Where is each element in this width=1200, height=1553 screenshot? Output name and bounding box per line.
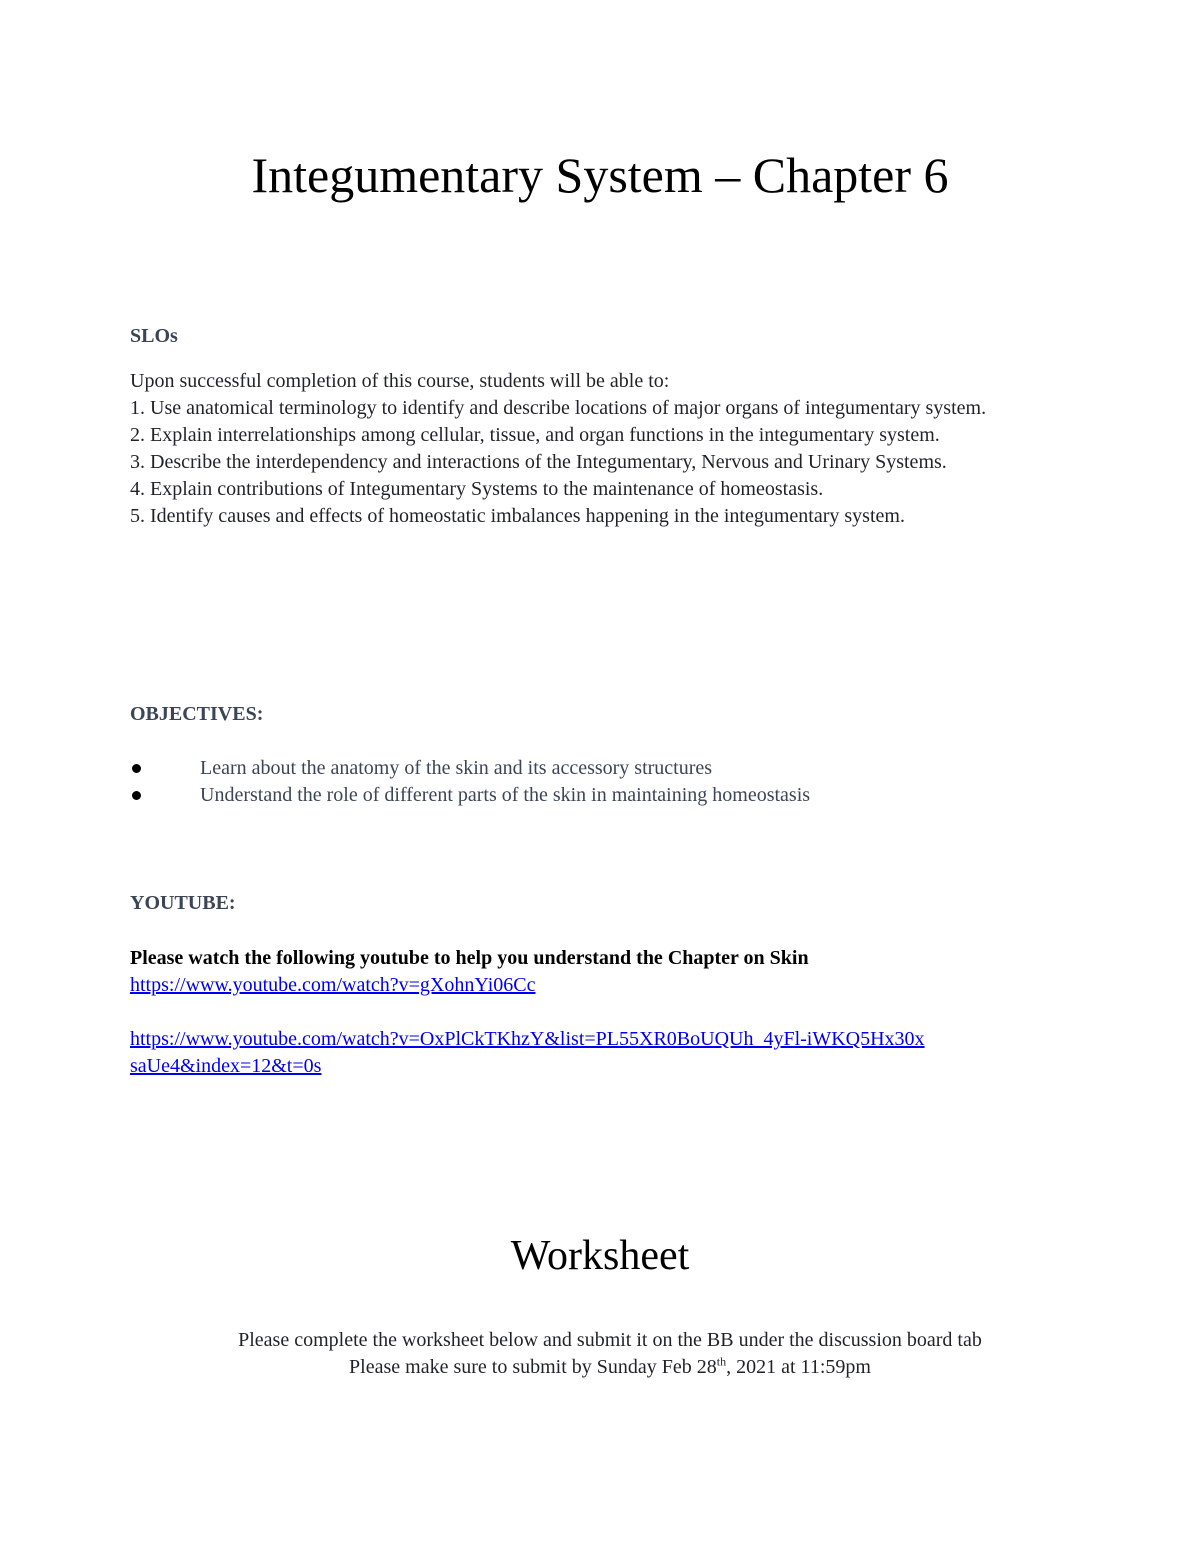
document-title: Integumentary System – Chapter 6	[251, 147, 949, 203]
instruction-line-2	[0, 1354, 1200, 1381]
youtube-section	[130, 945, 1090, 1080]
instruction-line-1: Please complete the worksheet below and submit it on the BB under the discussion board tab	[238, 1329, 982, 1351]
slos-heading: SLOs	[130, 325, 178, 347]
slos-list	[130, 368, 1080, 530]
worksheet-title: Worksheet	[510, 1233, 690, 1279]
objectives-heading: OBJECTIVES:	[130, 703, 264, 725]
youtube-heading: YOUTUBE:	[130, 892, 236, 914]
bullet-icon	[132, 791, 141, 800]
bullet-icon	[132, 764, 141, 773]
due-ordinal-suffix: th	[716, 1354, 727, 1369]
slo-item-3: 3. Describe the interdependency and interactions of the Integumentary, Nervous and Urinary Systems.	[130, 451, 947, 473]
youtube-intro: Please watch the following youtube to help you understand the Chapter on Skin	[130, 947, 809, 969]
objective-text-1: Learn about the anatomy of the skin and its accessory structures	[200, 757, 713, 779]
slo-item-2: 2. Explain interrelationships among cellular, tissue, and organ functions in the integumentary system.	[130, 424, 940, 446]
youtube-link-1[interactable]: https://www.youtube.com/watch?v=gXohnYi06Cc	[130, 974, 536, 996]
worksheet-instructions	[0, 1327, 1200, 1381]
objective-item-2	[130, 782, 1080, 809]
slo-item-1: 1. Use anatomical terminology to identify and describe locations of major organs of integumentary system.	[130, 397, 987, 419]
objective-item-1	[130, 755, 1080, 782]
objectives-list	[130, 755, 1080, 809]
slos-intro: Upon successful completion of this course, students will be able to:	[130, 370, 670, 392]
slo-item-5: 5. Identify causes and effects of homeostatic imbalances happening in the integumentary system.	[130, 505, 905, 527]
due-text-start: Please make sure to submit by Sunday Feb 28	[349, 1356, 717, 1378]
youtube-link-2[interactable]: https://www.youtube.com/watch?v=OxPlCkTKhzY&list=PL55XR0BoUQUh_4yFl-iWKQ5Hx30xsaUe4&index=12&t=0s	[130, 1028, 925, 1077]
due-text-end: , 2021 at 11:59pm	[726, 1356, 871, 1378]
objective-text-2: Understand the role of different parts of the skin in maintaining homeostasis	[200, 784, 811, 806]
slo-item-4: 4. Explain contributions of Integumentary Systems to the maintenance of homeostasis.	[130, 478, 824, 500]
